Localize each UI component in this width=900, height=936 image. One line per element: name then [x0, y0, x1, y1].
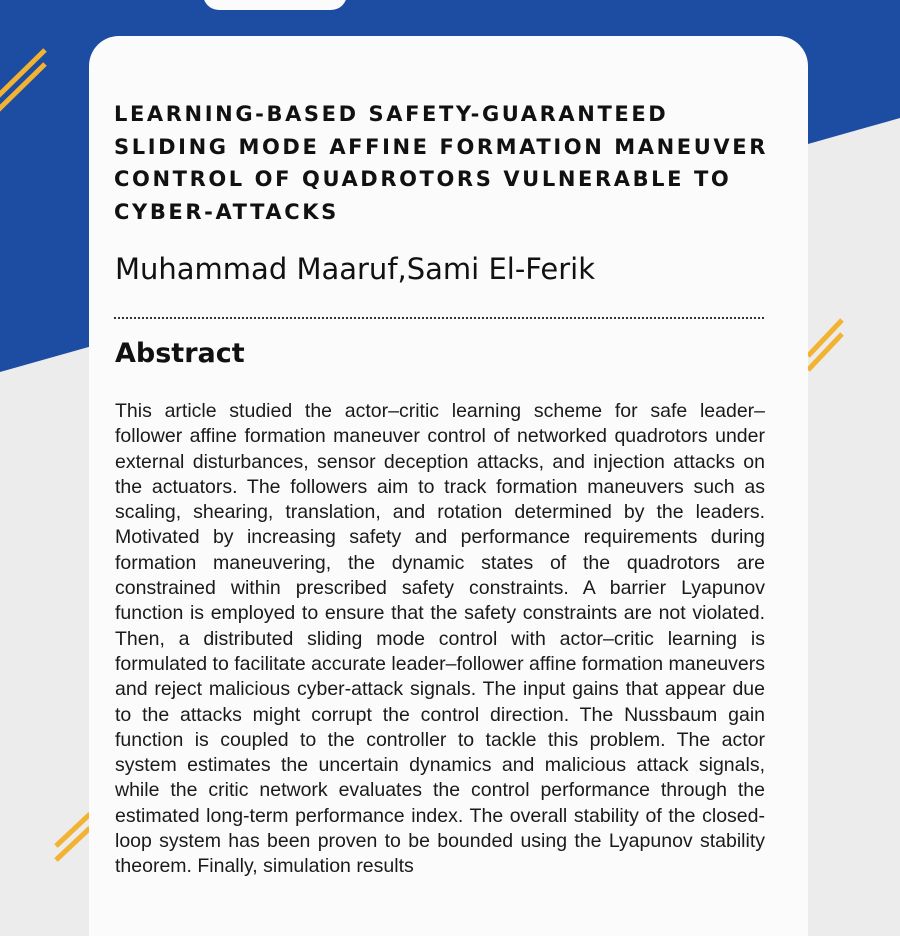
top-tab-decoration [203, 0, 347, 10]
paper-title: LEARNING-BASED SAFETY-GUARANTEED SLIDING MODE AFFINE FORMATION MANEUVER CONTROL OF QUADROTORS VULNERABLE TO CYBER-ATTACKS [114, 102, 768, 224]
stripe-decoration-top-left [0, 40, 60, 120]
paper-authors: Muhammad Maaruf,Sami El-Ferik [115, 252, 596, 286]
abstract-heading: Abstract [115, 338, 245, 369]
stripe-decoration-right [800, 312, 860, 382]
abstract-text: This article studied the actor–critic learning scheme for safe leader–follower affine formation maneuver control of networked quadrotors under external disturbances, sensor deception attacks, and injection attacks on the actuators. The followers aim to track formation maneuvers such as scaling, shearing, translation, and rotation determined by the leaders. Motivated by increasing safety and performance requirements during formation maneuvering, the dynamic states of the quadrotors are constrained within prescribed safety constraints. A barrier Lyapunov function is employed to ensure that the safety constraints are not violated. Then, a distributed sliding mode control with actor–critic learning is formulated to facilitate accurate leader–follower affine formation maneuvers and reject malicious cyber-attack signals. The input gains that appear due to the attacks might corrupt the control direction. The Nussbaum gain function is coupled to the controller to tackle this problem. The actor system estimates the uncertain dynamics and malicious attack signals, while the critic network evaluates the control performance through the estimated long-term performance index. The overall stability of the closed-loop system has been proven to be bounded using the Lyapunov stability theorem. Finally, simulation results [115, 400, 765, 878]
dotted-divider [114, 317, 764, 319]
